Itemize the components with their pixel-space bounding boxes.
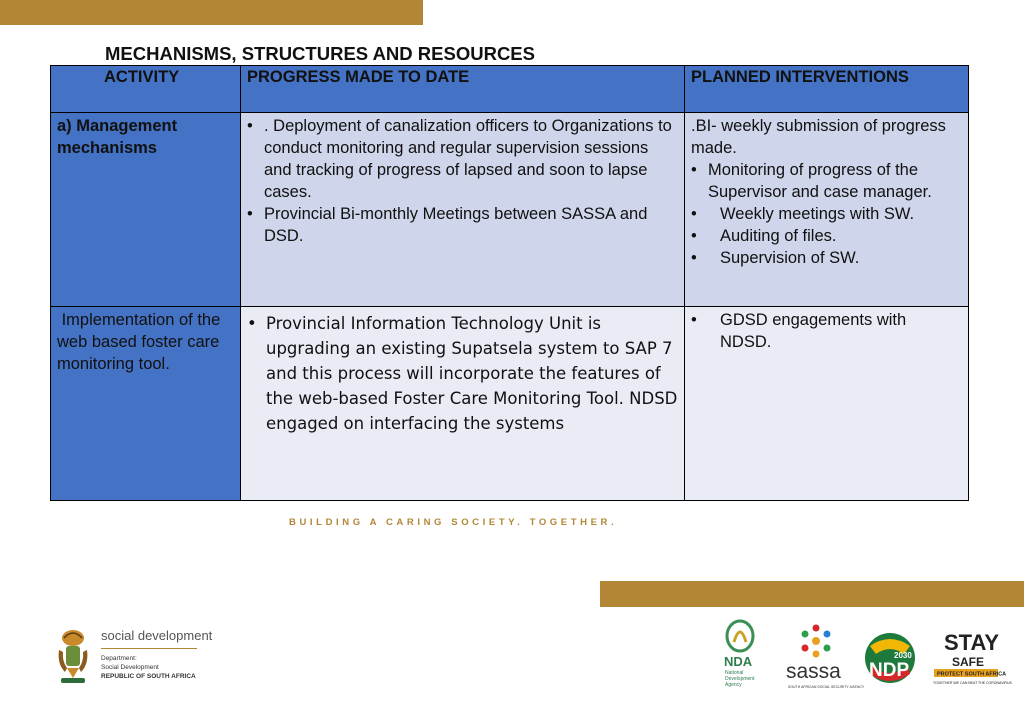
table-row xyxy=(51,113,969,307)
activity-label: a) Management mechanisms xyxy=(57,117,178,157)
list-item: • Supervision of SW. xyxy=(691,249,860,267)
page-title: MECHANISMS, STRUCTURES AND RESOURCES xyxy=(105,43,535,64)
table-row xyxy=(51,307,969,501)
stay-safe-emblem-icon xyxy=(930,628,1012,688)
nda-logo: NDA National Development Agency xyxy=(722,618,762,690)
planned-cell xyxy=(685,113,969,307)
list-item: • Weekly meetings with SW. xyxy=(691,205,915,223)
svg-text:TOGETHER WE CAN BEAT THE CORON: TOGETHER WE CAN BEAT THE CORONAVIRUS xyxy=(933,681,1012,685)
svg-text:SAFE: SAFE xyxy=(952,655,985,669)
mechanisms-table xyxy=(50,65,969,501)
activity-cell xyxy=(51,113,241,307)
table-header-row xyxy=(51,66,969,113)
svg-text:2030: 2030 xyxy=(894,651,912,660)
department-logo xyxy=(55,626,213,690)
list-item: • Monitoring of progress of the Supervisor and case manager. xyxy=(691,161,932,201)
planned-cell xyxy=(685,307,969,501)
coat-of-arms-icon xyxy=(55,628,91,686)
bottom-accent-bar xyxy=(600,581,1024,607)
svg-text:NDP: NDP xyxy=(869,660,910,681)
ndp-2030-logo xyxy=(864,628,916,688)
progress-cell xyxy=(241,113,685,307)
progress-list xyxy=(241,113,684,247)
header-planned: PLANNED INTERVENTIONS xyxy=(685,66,969,113)
list-item: • Provincial Bi-monthly Meetings between SASSA and DSD. xyxy=(247,205,648,245)
header-progress: PROGRESS MADE TO DATE xyxy=(241,66,685,113)
list-item: • Provincial Information Technology Unit is upgrading an existing Supatsela system to SAP 7 and this process will incorporate the features of the web-based Foster Care Monitoring Tool. NDSD engaged on interfacing the systems xyxy=(247,314,688,433)
tagline: BUILDING A CARING SOCIETY. TOGETHER. xyxy=(289,517,618,528)
sassa-burst-icon xyxy=(796,622,836,660)
planned-list xyxy=(685,159,968,269)
list-item: • Auditing of files. xyxy=(691,227,837,245)
sassa-logo: sassa SOUTH AFRICAN SOCIAL SECURITY AGENCY xyxy=(786,622,848,692)
department-name: social development xyxy=(101,628,213,643)
planned-intro: .BI- weekly submission of progress made. xyxy=(691,117,946,157)
ndp-emblem-icon xyxy=(864,628,916,688)
svg-text:PROTECT SOUTH AFRICA: PROTECT SOUTH AFRICA xyxy=(937,671,1007,678)
activity-cell xyxy=(51,307,241,501)
activity-label: Implementation of the web based foster care monitoring tool. xyxy=(57,311,225,373)
planned-list xyxy=(685,307,968,353)
department-lines: Department: Social Development REPUBLIC OF SOUTH AFRICA xyxy=(101,655,196,680)
stay-safe-logo xyxy=(930,628,1012,688)
department-divider xyxy=(101,648,197,649)
header-activity: ACTIVITY xyxy=(51,66,241,113)
top-accent-bar xyxy=(0,0,423,25)
svg-text:STAY: STAY xyxy=(944,630,1000,655)
list-item: • GDSD engagements with NDSD. xyxy=(691,311,907,351)
nda-swirl-icon xyxy=(722,618,758,654)
progress-cell xyxy=(241,307,688,501)
list-item: • . Deployment of canalization officers to Organizations to conduct monitoring and regular supervision sessions and tracking of progress of lapsed and soon to lapse cases. xyxy=(247,117,672,201)
progress-list xyxy=(241,307,688,436)
